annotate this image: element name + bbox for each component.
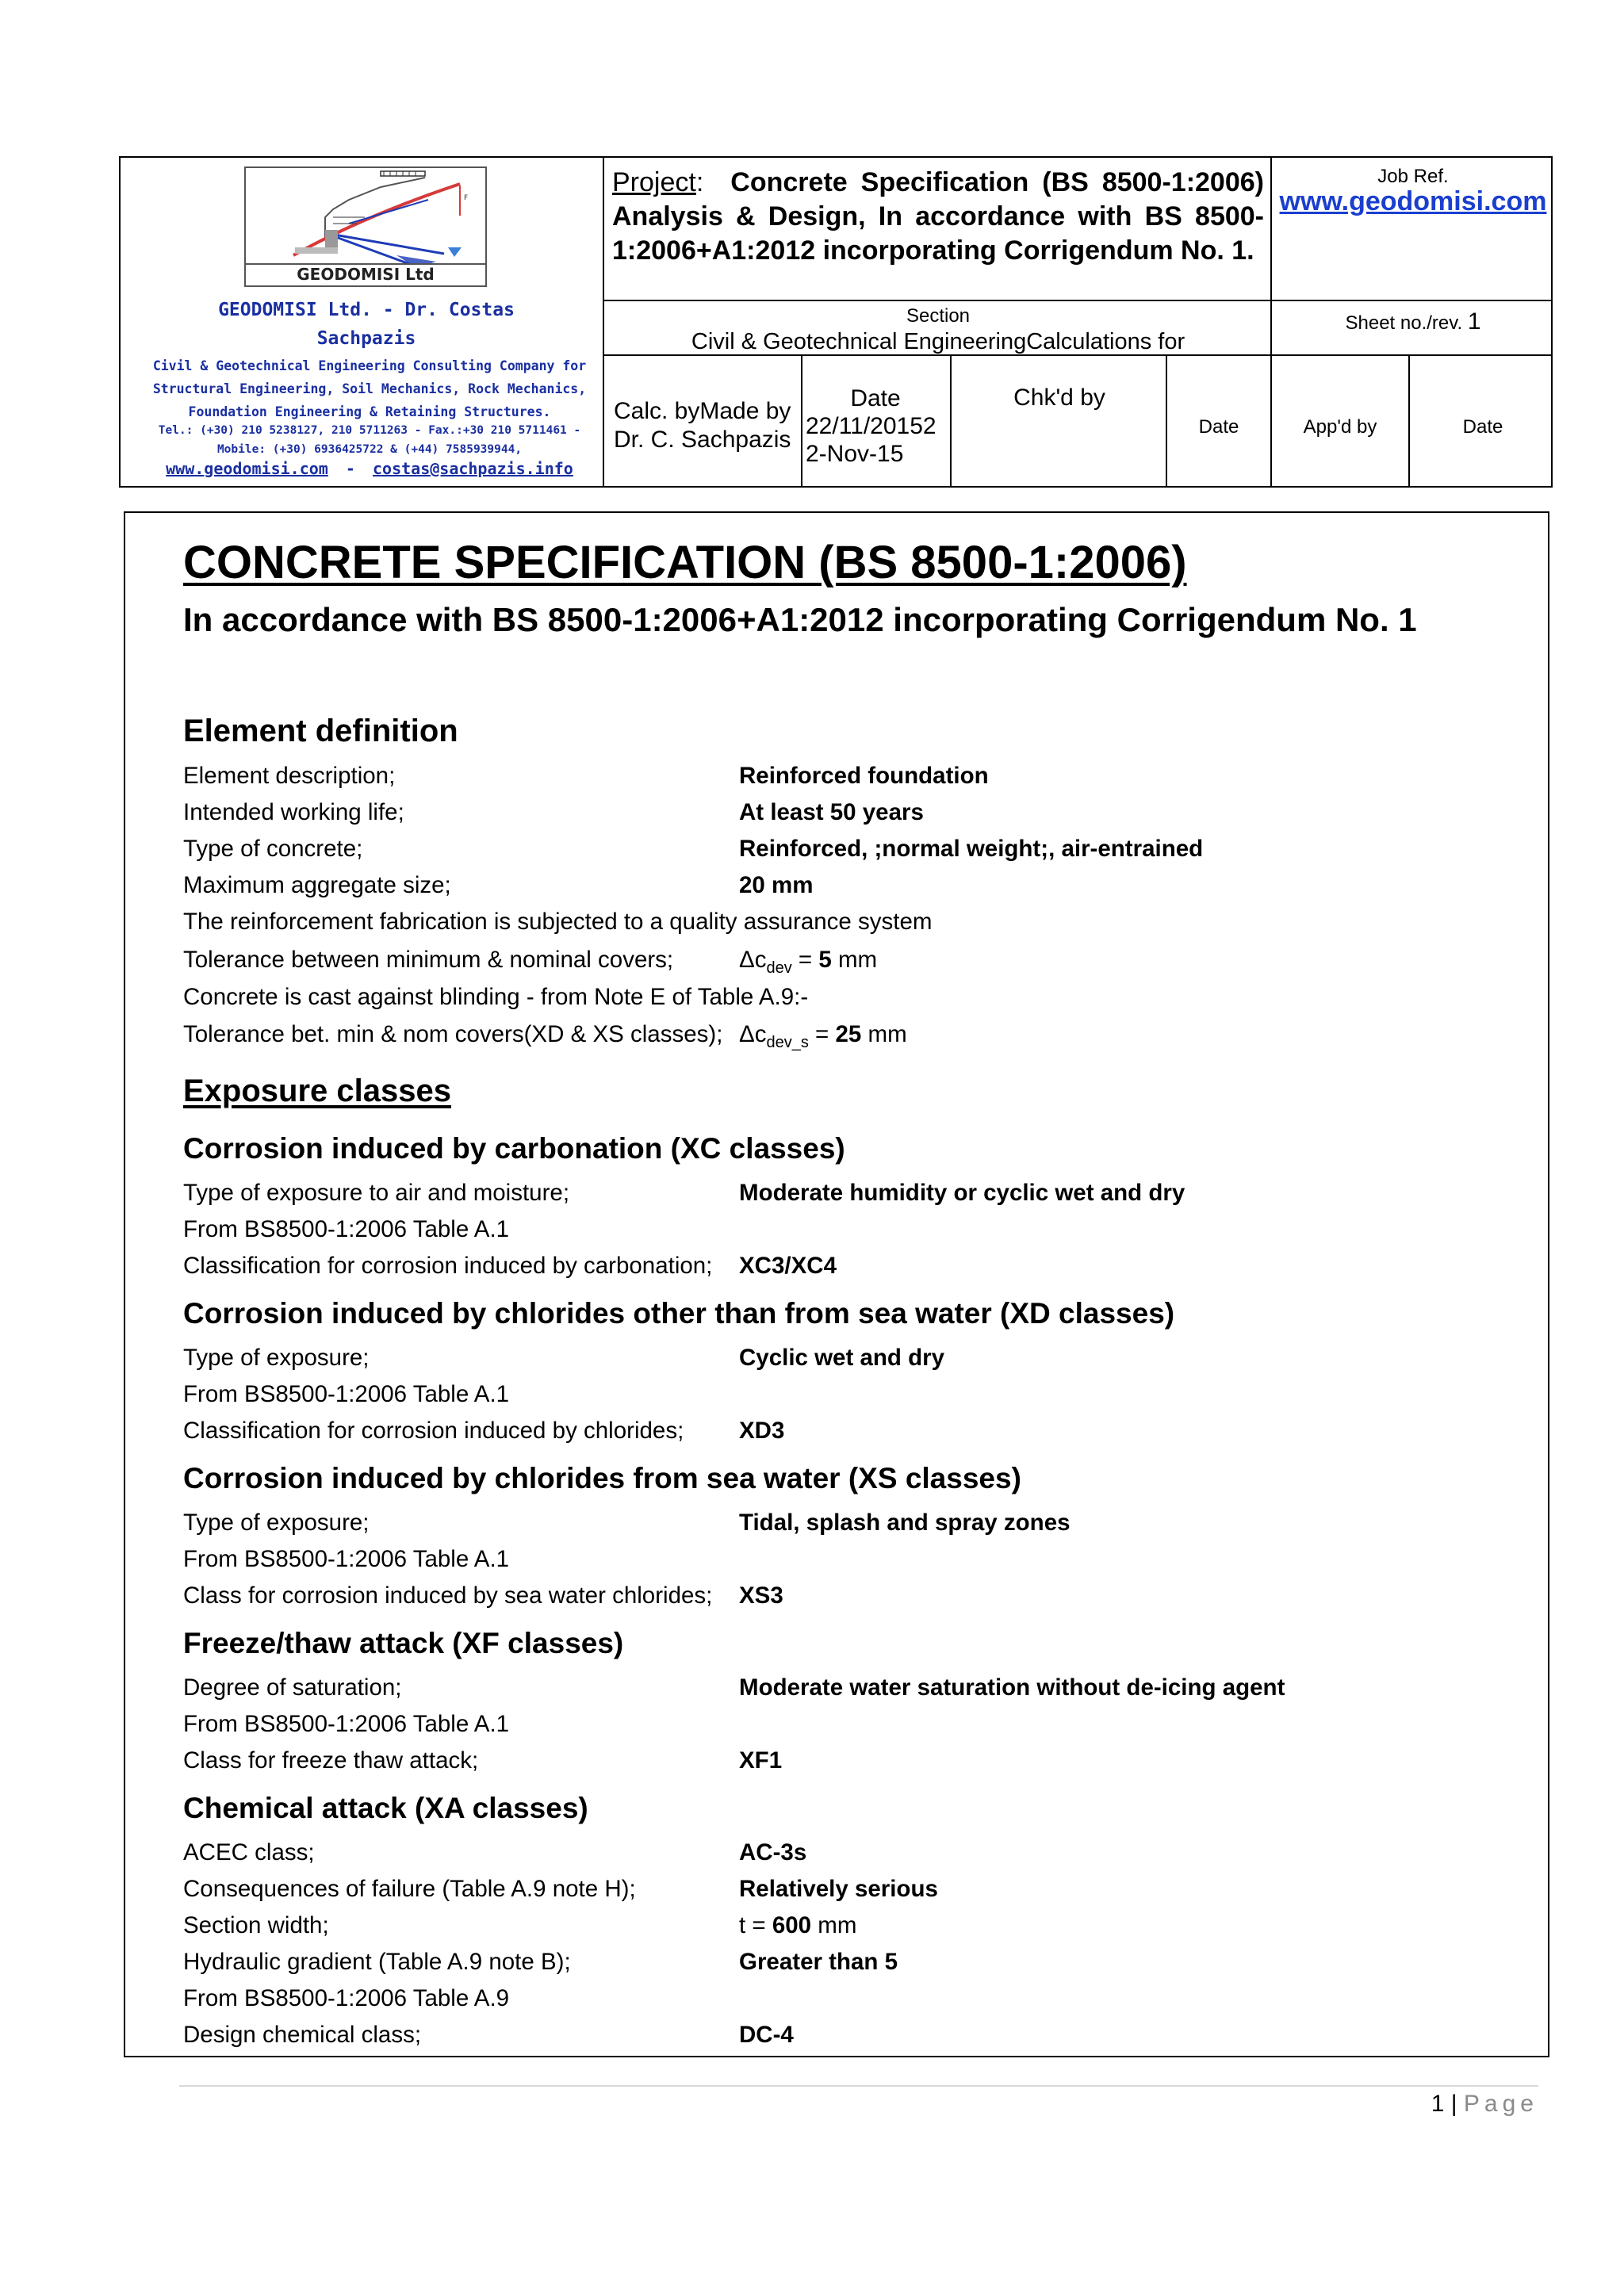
sheet-value: 1	[1467, 308, 1481, 335]
spec-row	[183, 1674, 1531, 1706]
spec-value: 20 mm	[739, 872, 814, 898]
delta-symbol: Δc	[739, 947, 767, 973]
company-desc-line: Foundation Engineering & Retaining Structures.	[188, 404, 551, 419]
spec-note-text: Concrete is cast against blinding - from Note E of Table A.9:-	[183, 984, 809, 1010]
subscript: dev_s	[766, 1033, 809, 1051]
job-ref-label: Job Ref.	[1377, 166, 1449, 187]
spec-label: Maximum aggregate size;	[183, 872, 451, 898]
spec-value: Cyclic wet and dry	[739, 1345, 945, 1371]
sheet-label-text: Sheet no./rev.	[1345, 312, 1463, 334]
company-logo	[244, 166, 487, 287]
project-value: Concrete Specification (BS 8500-1:2006) Analysis & Design, In accordance with BS 8500-1:2006+A1:2012 incorporating Corrigendum No. 1.	[612, 167, 1264, 266]
spec-note	[183, 1216, 1531, 1248]
page-word: Page	[1463, 2091, 1538, 2117]
spec-note-text: From BS8500-1:2006 Table A.9	[183, 1985, 510, 2011]
spec-row	[183, 1345, 1531, 1376]
spec-value: XD3	[739, 1418, 785, 1444]
spec-label: Type of exposure to air and moisture;	[183, 1180, 570, 1206]
checked-by-label: Chk'd by	[1013, 385, 1105, 411]
spec-note-text: The reinforcement fabrication is subjected to a quality assurance system	[183, 909, 933, 935]
spec-value: XC3/XC4	[739, 1253, 837, 1279]
spec-value: Reinforced, ;normal weight;, air-entrained	[739, 836, 1204, 862]
spec-value: At least 50 years	[739, 799, 924, 825]
subsection-heading: Corrosion induced by chlorides from sea water (XS classes)	[183, 1462, 1021, 1494]
spec-value: Greater than 5	[739, 1949, 898, 1975]
subsection-heading: Freeze/thaw attack (XF classes)	[183, 1627, 624, 1659]
spec-row	[183, 1510, 1531, 1541]
spec-row	[183, 1876, 1531, 1908]
subsection-heading: Corrosion induced by carbonation (XC classes)	[183, 1132, 845, 1165]
approved-date-label: Date	[1462, 416, 1503, 438]
company-contact	[132, 421, 607, 459]
project-colon: :	[695, 167, 704, 197]
document-subtitle: In accordance with BS 8500-1:2006+A1:2012 incorporating Corrigendum No. 1	[183, 601, 1417, 638]
contact-line: Tel.: (+30) 210 5238127, 210 5711263 - Fax.:+30 210 5711461 -	[158, 424, 581, 437]
spec-label: Degree of saturation;	[183, 1674, 402, 1701]
header-divider	[603, 300, 1553, 301]
spec-row	[183, 1253, 1531, 1284]
spec-row	[183, 1839, 1531, 1871]
spec-label: Classification for corrosion induced by chlorides;	[183, 1418, 684, 1444]
footer-divider	[179, 2085, 1538, 2087]
spec-label: Class for freeze thaw attack;	[183, 1747, 479, 1774]
value-prefix: t =	[739, 1912, 772, 1938]
sheet-label	[1272, 308, 1554, 335]
date-label: Date	[850, 385, 901, 411]
header-table	[119, 156, 1553, 488]
spec-row	[183, 1180, 1531, 1211]
spec-row	[183, 799, 1531, 831]
spec-label: Element description;	[183, 763, 396, 789]
spec-label: Intended working life;	[183, 799, 404, 825]
spec-row	[183, 872, 1531, 904]
logo-caption: GEODOMISI Ltd	[246, 263, 485, 285]
subsection-heading: Corrosion induced by chlorides other than from sea water (XD classes)	[183, 1297, 1175, 1330]
section-heading: Element definition	[183, 714, 458, 748]
spec-label: Type of exposure;	[183, 1345, 370, 1371]
unit: mm	[831, 947, 878, 973]
page-number: 1	[1431, 2091, 1445, 2117]
spec-row	[183, 1582, 1531, 1614]
spec-note	[183, 984, 1531, 1016]
job-ref-link[interactable]: www.geodomisi.com	[1279, 186, 1547, 216]
company-links	[132, 457, 607, 480]
document-title: CONCRETE SPECIFICATION (BS 8500-1:2006)	[183, 537, 1187, 588]
spec-value: AC-3s	[739, 1839, 807, 1866]
subscript: dev	[766, 959, 792, 977]
equals-sign: =	[808, 1021, 836, 1047]
spec-note	[183, 1985, 1531, 2017]
spec-label: Class for corrosion induced by sea water chlorides;	[183, 1582, 713, 1609]
spec-row	[183, 1021, 1531, 1053]
delta-symbol: Δc	[739, 1021, 767, 1047]
calc-date	[806, 385, 945, 468]
date-value: 2-Nov-15	[806, 441, 904, 467]
svg-text:F: F	[464, 194, 469, 202]
equals-sign: =	[791, 947, 819, 973]
spec-row	[183, 1912, 1531, 1944]
company-desc-line: Civil & Geotechnical Engineering Consulting Company for	[152, 358, 587, 373]
page-footer	[1396, 2091, 1538, 2118]
project-label: Project	[612, 167, 696, 197]
spec-label: ACEC class;	[183, 1839, 315, 1866]
spec-value: DC-4	[739, 2022, 794, 2048]
calc-by-line: Calc. byMade by	[614, 398, 791, 424]
spec-note-text: From BS8500-1:2006 Table A.1	[183, 1711, 510, 1737]
spec-note	[183, 1546, 1531, 1578]
spec-note	[183, 1381, 1531, 1413]
spec-note	[183, 909, 1531, 940]
spec-value: Reinforced foundation	[739, 763, 989, 789]
spec-value: XS3	[739, 1582, 783, 1609]
spec-value: XF1	[739, 1747, 783, 1774]
date-value: 22/11/20152	[806, 413, 936, 439]
spec-value	[739, 947, 877, 978]
company-desc-line: Structural Engineering, Soil Mechanics, Rock Mechanics,	[152, 381, 587, 396]
spec-note-text: From BS8500-1:2006 Table A.1	[183, 1216, 510, 1242]
checked-date-label: Date	[1198, 416, 1239, 438]
spec-value: Relatively serious	[739, 1876, 938, 1902]
email-link[interactable]: costas@sachpazis.info	[372, 459, 573, 478]
link-separator: -	[345, 459, 355, 478]
contact-line: Mobile: (+30) 6936425722 & (+44) 7585939944,	[216, 443, 523, 456]
section-value: Civil & Geotechnical EngineeringCalculations for	[691, 329, 1185, 354]
page-separator: |	[1450, 2091, 1457, 2117]
company-name-line: GEODOMISI Ltd. - Dr. Costas	[218, 300, 515, 320]
section-heading: Exposure classes	[183, 1073, 451, 1108]
spec-value: Tidal, splash and spray zones	[739, 1510, 1071, 1536]
spec-value	[739, 1021, 907, 1052]
spec-row	[183, 1747, 1531, 1779]
section-label: Section	[906, 305, 971, 327]
project-description	[612, 166, 1264, 268]
spec-label: Classification for corrosion induced by carbonation;	[183, 1253, 713, 1279]
spec-row	[183, 763, 1531, 794]
spec-label: Consequences of failure (Table A.9 note H);	[183, 1876, 636, 1902]
value-number: 5	[818, 947, 832, 973]
website-link[interactable]: www.geodomisi.com	[166, 459, 328, 478]
spec-label: Type of exposure;	[183, 1510, 370, 1536]
spec-value: Moderate water saturation without de-icing agent	[739, 1674, 1285, 1701]
calc-by-line: Dr. C. Sachpazis	[614, 427, 791, 453]
unit: mm	[811, 1912, 857, 1938]
spec-value	[739, 1912, 856, 1939]
company-description	[132, 354, 607, 423]
spec-label: Hydraulic gradient (Table A.9 note B);	[183, 1949, 571, 1975]
calc-by-label	[614, 397, 812, 454]
unit: mm	[861, 1021, 907, 1047]
spec-label: Design chemical class;	[183, 2022, 422, 2048]
spec-note	[183, 1711, 1531, 1743]
approved-by-label: App'd by	[1303, 416, 1377, 438]
subsection-heading: Chemical attack (XA classes)	[183, 1792, 588, 1824]
spec-value: Moderate humidity or cyclic wet and dry	[739, 1180, 1185, 1206]
header-divider	[950, 354, 952, 486]
spec-row	[183, 2022, 1531, 2053]
spec-label: Section width;	[183, 1912, 329, 1938]
spec-note-text: From BS8500-1:2006 Table A.1	[183, 1381, 510, 1407]
spec-label: Tolerance between minimum & nominal covers;	[183, 947, 674, 973]
spec-row	[183, 1949, 1531, 1980]
spec-label: Tolerance bet. min & nom covers(XD & XS classes);	[183, 1021, 723, 1047]
spec-row	[183, 1418, 1531, 1449]
retaining-wall-diagram-icon	[246, 168, 485, 263]
spec-row	[183, 947, 1531, 978]
spec-note-text: From BS8500-1:2006 Table A.1	[183, 1546, 510, 1572]
company-name-line: Sachpazis	[316, 328, 416, 349]
company-name	[128, 296, 604, 353]
value-number: 25	[835, 1021, 862, 1047]
value-number: 600	[772, 1912, 812, 1938]
spec-row	[183, 836, 1531, 867]
spec-label: Type of concrete;	[183, 836, 363, 862]
